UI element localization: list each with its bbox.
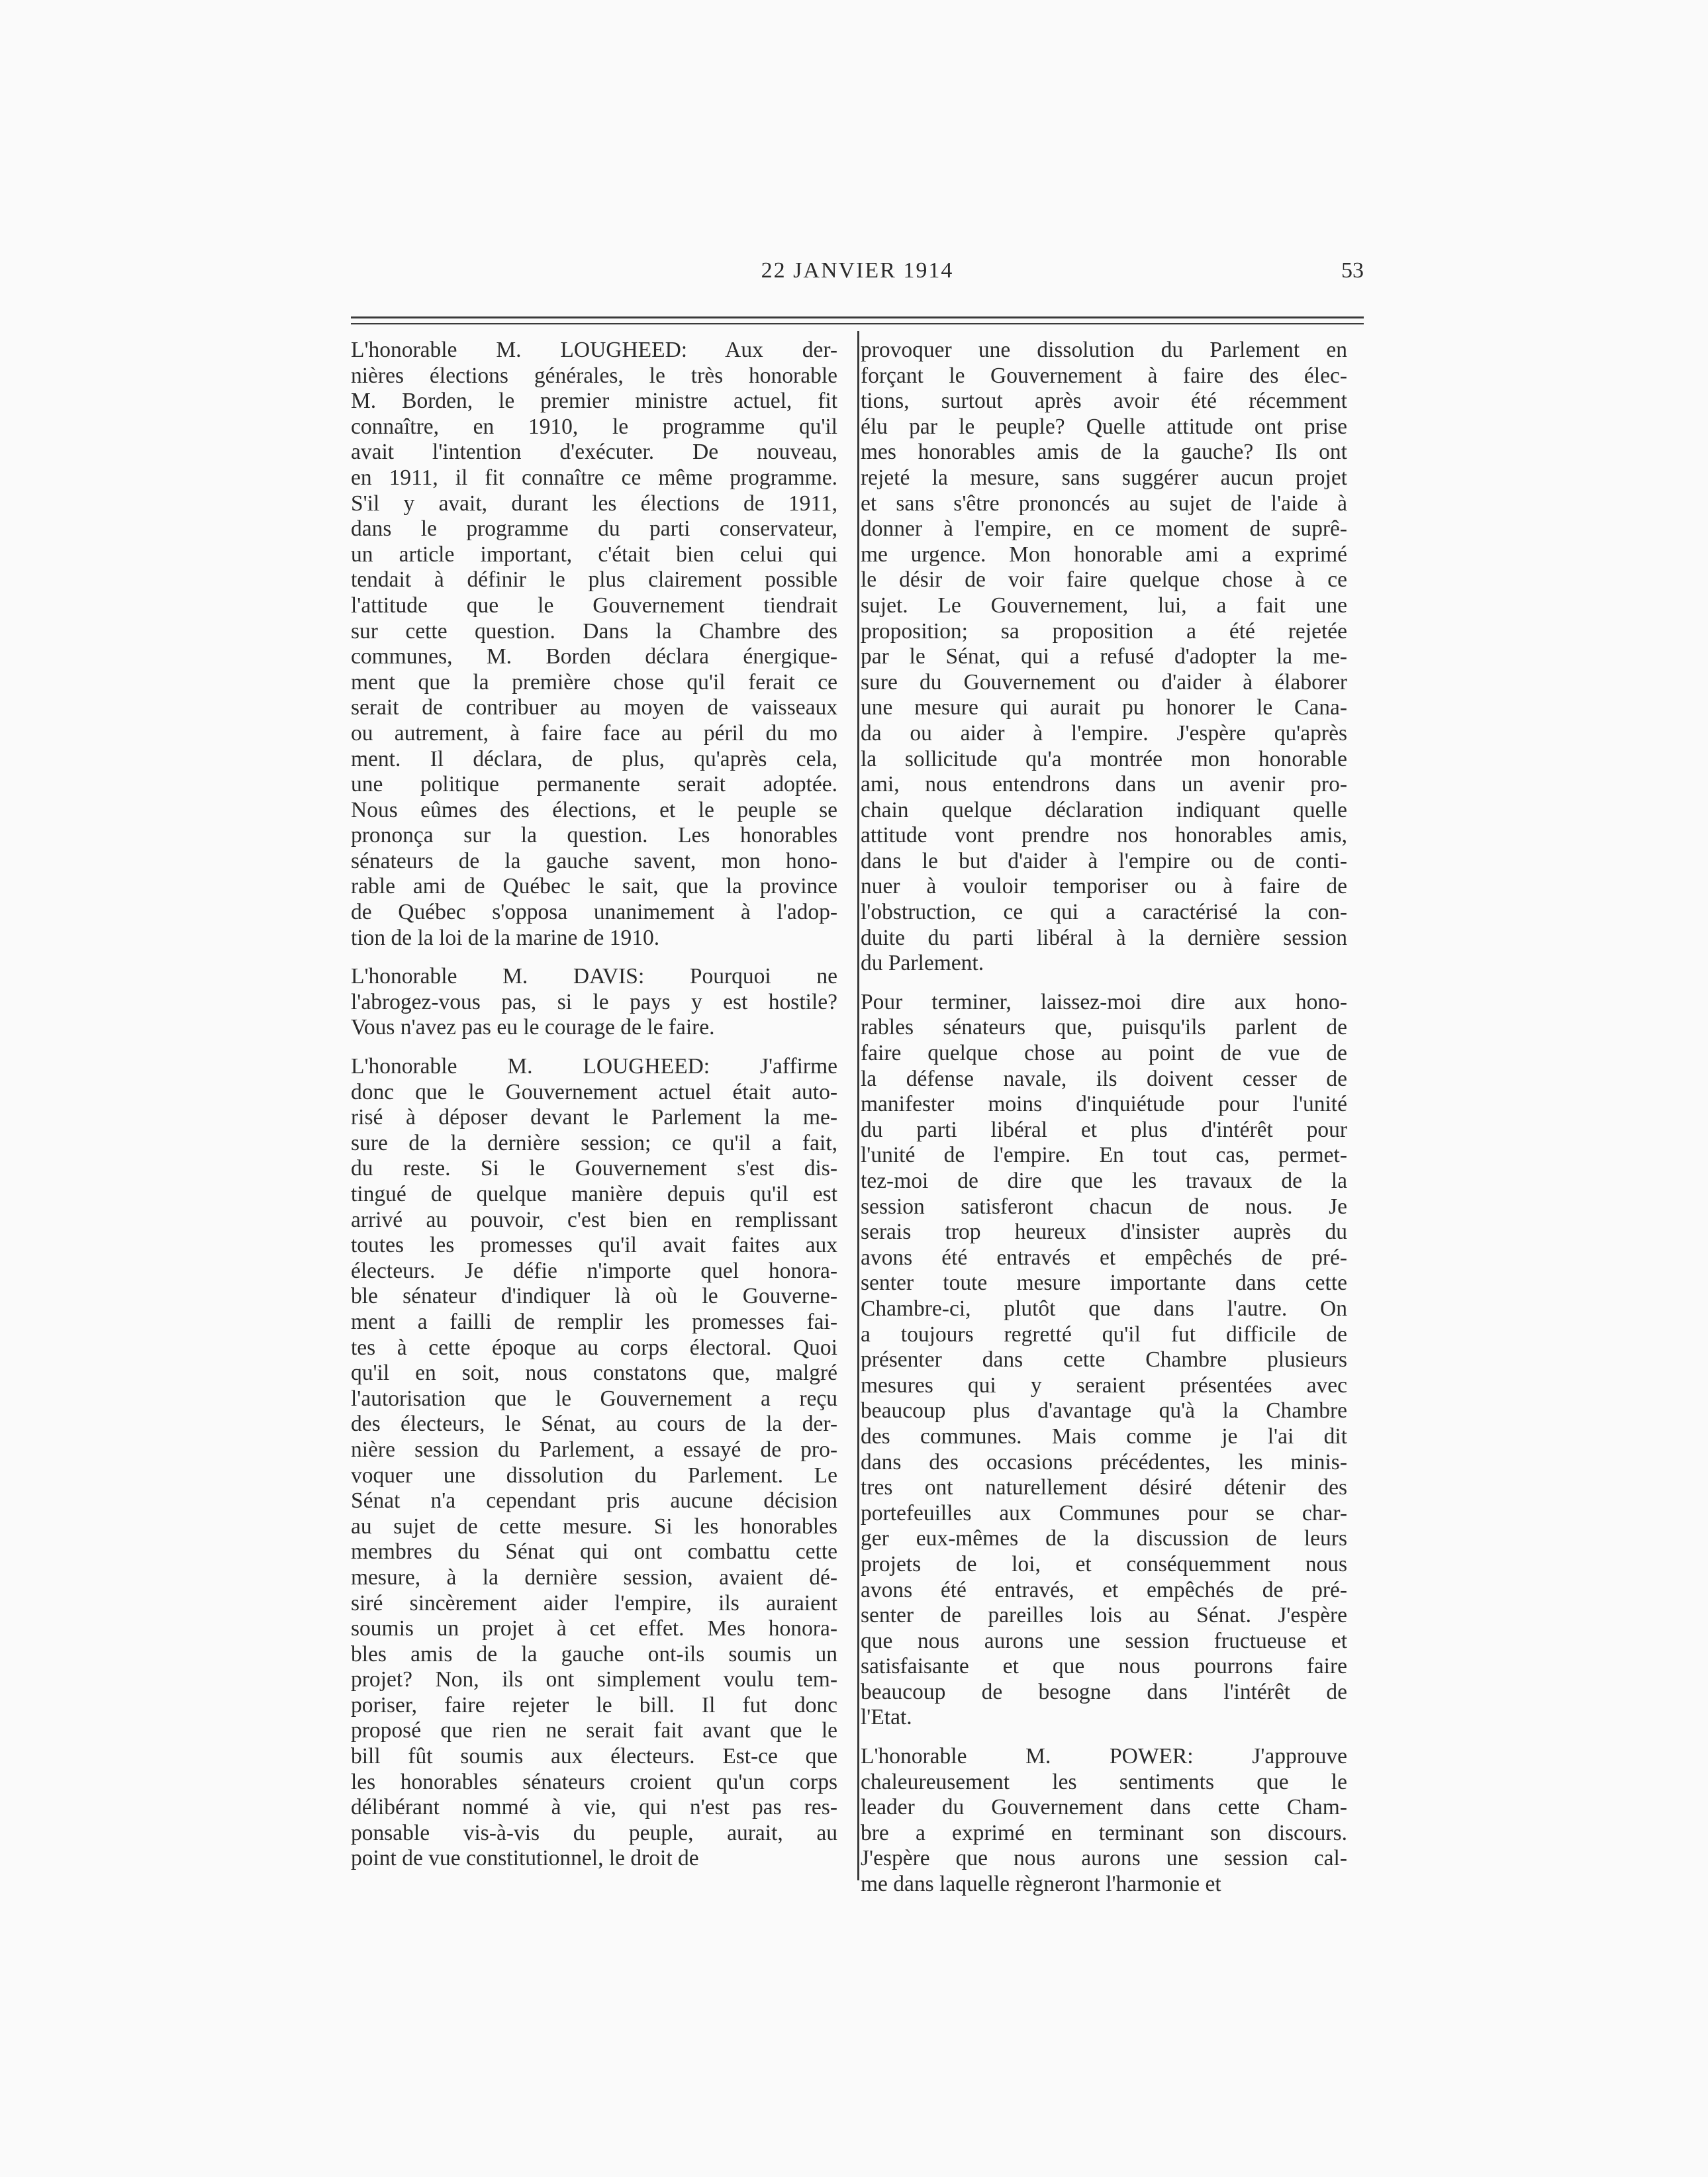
- text-line: l'abrogez-vous pas, si le pays y est hostile?: [351, 989, 837, 1014]
- text-line: serait de contribuer au moyen de vaisseaux: [351, 695, 837, 720]
- text-line: un article important, c'était bien celui qui: [351, 542, 837, 567]
- text-line: L'honorable M. POWER: J'approuve: [861, 1744, 1347, 1769]
- text-line: la sollicitude qu'a montrée mon honorable: [861, 746, 1347, 771]
- text-line: ble sénateur d'indiquer là où le Gouverne-: [351, 1284, 837, 1309]
- page-number: 53: [1341, 258, 1364, 283]
- text-line: ment. Il déclara, de plus, qu'après cela,: [351, 746, 837, 771]
- text-line: bill fût soumis aux électeurs. Est-ce que: [351, 1744, 837, 1769]
- text-line: chain quelque déclaration indiquant quelle: [861, 797, 1347, 822]
- header-rule: [351, 316, 1364, 318]
- text-line: rables sénateurs que, puisqu'ils parlent de: [861, 1015, 1347, 1040]
- text-line: et sans s'être prononcés au sujet de l'aide à: [861, 491, 1347, 516]
- text-line: sujet. Le Gouvernement, lui, a fait une: [861, 593, 1347, 618]
- text-line: siré sincèrement aider l'empire, ils auraient: [351, 1590, 837, 1616]
- text-line: me dans laquelle règneront l'harmonie et: [861, 1872, 1221, 1897]
- text-line: donner à l'empire, en ce moment de suprê-: [861, 516, 1347, 542]
- text-line: l'autorisation que le Gouvernement a reçu: [351, 1386, 837, 1411]
- paragraph-gap: [861, 977, 1347, 990]
- text-line: serais trop heureux d'insister auprès du: [861, 1220, 1347, 1245]
- text-line: dans des occasions précédentes, les minis-: [861, 1449, 1347, 1475]
- text-line: qu'il en soit, nous constatons que, malgré: [351, 1361, 837, 1386]
- text-line: proposition; sa proposition a été rejetée: [861, 618, 1347, 644]
- text-line: une politique permanente serait adoptée.: [351, 772, 837, 797]
- text-line: leader du Gouvernement dans cette Cham-: [861, 1795, 1347, 1820]
- text-line: sur cette question. Dans la Chambre des: [351, 618, 837, 644]
- text-line: connaître, en 1910, le programme qu'il: [351, 414, 837, 439]
- text-line: l'unité de l'empire. En tout cas, permet-: [861, 1143, 1347, 1168]
- paragraph-gap: [861, 1731, 1347, 1744]
- text-line: J'espère que nous aurons une session cal-: [861, 1846, 1347, 1871]
- text-line: des électeurs, le Sénat, au cours de la der-: [351, 1412, 837, 1437]
- text-line: tendait à définir le plus clairement possible: [351, 567, 837, 593]
- text-line: nuer à vouloir temporiser ou à faire de: [861, 874, 1347, 899]
- text-line: dans le programme du parti conservateur,: [351, 516, 837, 542]
- text-line: en 1911, il fit connaître ce même programme.: [351, 465, 837, 490]
- text-line: la défense navale, ils doivent cesser de: [861, 1066, 1347, 1091]
- text-line: tingué de quelque manière depuis qu'il est: [351, 1182, 837, 1206]
- text-line: forçant le Gouvernement à faire des élec-: [861, 363, 1347, 388]
- text-line: Nous eûmes des élections, et le peuple se: [351, 797, 837, 822]
- text-line: tion de la loi de la marine de 1910.: [351, 925, 660, 950]
- text-line: satisfaisante et que nous pourrons faire: [861, 1654, 1347, 1679]
- header-date: 22 JANVIER 1914: [761, 258, 954, 283]
- text-line: faire quelque chose au point de vue de: [861, 1041, 1347, 1066]
- paragraph: [861, 338, 1347, 977]
- text-line: nière session du Parlement, a essayé de pro-: [351, 1437, 837, 1462]
- text-line: beaucoup de besogne dans l'intérêt de: [861, 1679, 1347, 1704]
- text-line: da ou aider à l'empire. J'espère qu'après: [861, 720, 1347, 746]
- text-line: une mesure qui aurait pu honorer le Cana-: [861, 695, 1347, 720]
- text-line: que nous aurons une session fructueuse et: [861, 1628, 1347, 1653]
- text-line: ponsable vis-à-vis du peuple, aurait, au: [351, 1820, 837, 1845]
- text-line: bles amis de la gauche ont-ils soumis un: [351, 1641, 837, 1667]
- text-line: tions, surtout après avoir été récemment: [861, 389, 1347, 414]
- column-divider: [857, 331, 859, 1880]
- text-line: M. Borden, le premier ministre actuel, fit: [351, 389, 837, 414]
- text-line: sure de la dernière session; ce qu'il a fait,: [351, 1130, 837, 1155]
- text-line: ment que la première chose qu'il ferait ce: [351, 669, 837, 695]
- paragraph: [861, 990, 1347, 1731]
- text-line: attitude vont prendre nos honorables amis,: [861, 823, 1347, 848]
- text-line: L'honorable M. LOUGHEED: Aux der-: [351, 338, 837, 362]
- text-line: du Parlement.: [861, 951, 984, 976]
- left-column: [351, 338, 837, 1872]
- text-line: soumis un projet à cet effet. Mes honora-: [351, 1616, 837, 1641]
- text-line: toutes les promesses qu'il avait faites aux: [351, 1233, 837, 1258]
- text-line: sénateurs de la gauche savent, mon hono-: [351, 848, 837, 873]
- text-line: senter de pareilles lois au Sénat. J'espère: [861, 1603, 1347, 1628]
- text-line: portefeuilles aux Communes pour se char-: [861, 1500, 1347, 1525]
- text-line: dans le but d'aider à l'empire ou de conti-: [861, 848, 1347, 873]
- text-line: senter toute mesure importante dans cette: [861, 1271, 1347, 1296]
- text-line: mesure, à la dernière session, avaient dé-: [351, 1565, 837, 1590]
- paragraph: [351, 338, 837, 951]
- text-line: mesures qui y seraient présentées avec: [861, 1373, 1347, 1398]
- text-line: par le Sénat, qui a refusé d'adopter la me-: [861, 644, 1347, 669]
- text-line: mes honorables amis de la gauche? Ils ont: [861, 440, 1347, 465]
- header-rule-thin: [351, 323, 1364, 324]
- text-line: avons été entravés et empêchés de pré-: [861, 1245, 1347, 1270]
- text-line: membres du Sénat qui ont combattu cette: [351, 1539, 837, 1565]
- text-line: Chambre-ci, plutôt que dans l'autre. On: [861, 1296, 1347, 1321]
- text-line: rable ami de Québec le sait, que la province: [351, 874, 837, 899]
- text-line: ger eux-mêmes de la discussion de leurs: [861, 1526, 1347, 1551]
- text-line: élu par le peuple? Quelle attitude ont prise: [861, 414, 1347, 439]
- text-line: a toujours regretté qu'il fut difficile de: [861, 1322, 1347, 1347]
- text-line: chaleureusement les sentiments que le: [861, 1769, 1347, 1794]
- text-line: session satisferont chacun de nous. Je: [861, 1194, 1347, 1219]
- text-line: arrivé au pouvoir, c'est bien en remplissant: [351, 1207, 837, 1232]
- text-line: au sujet de cette mesure. Si les honorables: [351, 1514, 837, 1539]
- text-line: manifester moins d'inquiétude pour l'unité: [861, 1092, 1347, 1117]
- text-line: beaucoup plus d'avantage qu'à la Chambre: [861, 1398, 1347, 1424]
- page-header: [351, 258, 1364, 291]
- text-line: l'obstruction, ce qui a caractérisé la con-: [861, 900, 1347, 925]
- text-line: électeurs. Je défie n'importe quel honora-: [351, 1258, 837, 1283]
- text-line: me urgence. Mon honorable ami a exprimé: [861, 542, 1347, 567]
- text-line: proposé que rien ne serait fait avant que le: [351, 1718, 837, 1743]
- text-line: le désir de voir faire quelque chose à ce: [861, 567, 1347, 593]
- text-line: Pour terminer, laissez-moi dire aux hono-: [861, 989, 1347, 1014]
- text-line: l'attitude que le Gouvernement tiendrait: [351, 593, 837, 618]
- text-line: projet? Non, ils ont simplement voulu tem-: [351, 1667, 837, 1692]
- paragraph: [351, 964, 837, 1041]
- text-line: duite du parti libéral à la dernière session: [861, 925, 1347, 950]
- paragraph-gap: [351, 1041, 837, 1054]
- text-line: projets de loi, et conséquemment nous: [861, 1551, 1347, 1576]
- right-column: [861, 338, 1347, 1898]
- text-line: donc que le Gouvernement actuel était auto-: [351, 1079, 837, 1104]
- text-line: prononça sur la question. Les honorables: [351, 823, 837, 848]
- text-line: présenter dans cette Chambre plusieurs: [861, 1347, 1347, 1373]
- text-line: sure du Gouvernement ou d'aider à élaborer: [861, 669, 1347, 695]
- text-line: Vous n'avez pas eu le courage de le faire.: [351, 1015, 715, 1040]
- text-line: de Québec s'opposa unanimement à l'adop-: [351, 900, 837, 925]
- text-line: avons été entravés, et empêchés de pré-: [861, 1577, 1347, 1602]
- text-line: point de vue constitutionnel, le droit de: [351, 1846, 699, 1871]
- text-line: communes, M. Borden déclara énergique-: [351, 644, 837, 669]
- text-line: risé à déposer devant le Parlement la me-: [351, 1105, 837, 1130]
- text-line: ou autrement, à faire face au péril du mo: [351, 720, 837, 746]
- text-line: bre a exprimé en terminant son discours.: [861, 1820, 1347, 1845]
- paragraph: [351, 1054, 837, 1872]
- text-line: avait l'intention d'exécuter. De nouveau,: [351, 440, 837, 465]
- text-line: provoquer une dissolution du Parlement en: [861, 338, 1347, 362]
- text-line: S'il y avait, durant les élections de 1911,: [351, 491, 837, 516]
- text-line: nières élections générales, le très honorable: [351, 363, 837, 388]
- text-line: du reste. Si le Gouvernement s'est dis-: [351, 1156, 837, 1181]
- text-line: des communes. Mais comme je l'ai dit: [861, 1424, 1347, 1449]
- text-line: les honorables sénateurs croient qu'un corps: [351, 1769, 837, 1794]
- text-line: l'Etat.: [861, 1705, 912, 1730]
- text-line: rejeté la mesure, sans suggérer aucun projet: [861, 465, 1347, 490]
- text-line: Sénat n'a cependant pris aucune décision: [351, 1488, 837, 1514]
- text-line: poriser, faire rejeter le bill. Il fut donc: [351, 1692, 837, 1717]
- paragraph: [861, 1744, 1347, 1898]
- text-line: ami, nous entendrons dans un avenir pro-: [861, 772, 1347, 797]
- text-line: L'honorable M. LOUGHEED: J'affirme: [351, 1054, 837, 1079]
- text-line: du parti libéral et plus d'intérêt pour: [861, 1117, 1347, 1142]
- paragraph-gap: [351, 951, 837, 964]
- text-line: tres ont naturellement désiré détenir des: [861, 1475, 1347, 1500]
- text-line: voquer une dissolution du Parlement. Le: [351, 1463, 837, 1488]
- text-line: tez-moi de dire que les travaux de la: [861, 1169, 1347, 1193]
- text-line: tes à cette époque au corps électoral. Quoi: [351, 1335, 837, 1360]
- text-line: délibérant nommé à vie, qui n'est pas res-: [351, 1795, 837, 1820]
- text-line: L'honorable M. DAVIS: Pourquoi ne: [351, 964, 837, 989]
- text-line: ment a failli de remplir les promesses fai-: [351, 1309, 837, 1334]
